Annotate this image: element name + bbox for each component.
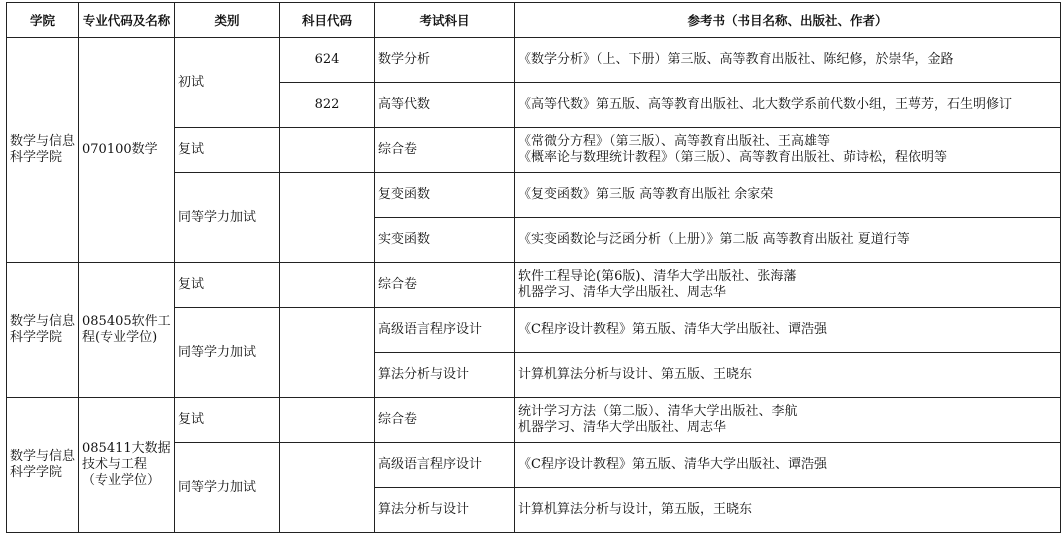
reference-line: 《常微分方程》（第三版）、高等教育出版社、王高雄等 bbox=[518, 134, 831, 149]
reference-line: 计算机算法分析与设计、第五版、王晓东 bbox=[518, 367, 753, 382]
category-cell: 同等学力加试 bbox=[175, 173, 280, 263]
reference-cell bbox=[515, 83, 1061, 128]
reference-line: 统计学习方法（第二版）、清华大学出版社、李航 bbox=[518, 404, 798, 419]
subject-code-cell bbox=[280, 173, 375, 263]
exam-subject-cell: 实变函数 bbox=[375, 218, 515, 263]
exam-subject-cell: 算法分析与设计 bbox=[375, 353, 515, 398]
reference-cell bbox=[515, 263, 1061, 308]
category-cell: 复试 bbox=[175, 263, 280, 308]
header-reference: 参考书（书目名称、出版社、作者） bbox=[515, 3, 1061, 38]
reference-cell bbox=[515, 128, 1061, 173]
exam-subject-cell: 算法分析与设计 bbox=[375, 488, 515, 533]
reference-cell bbox=[515, 308, 1061, 353]
reference-line: 《实变函数论与泛函分析（上册）》第二版 高等教育出版社 夏道行等 bbox=[518, 232, 910, 247]
reference-line: 计算机算法分析与设计，第五版，王晓东 bbox=[518, 502, 753, 517]
subject-code-cell: 822 bbox=[280, 83, 375, 128]
reference-line: 《C程序设计教程》第五版、清华大学出版社、谭浩强 bbox=[518, 322, 827, 337]
reference-line: 机器学习、清华大学出版社、周志华 bbox=[518, 285, 727, 300]
college-cell: 数学与信息科学学院 bbox=[7, 398, 79, 533]
category-cell: 复试 bbox=[175, 398, 280, 443]
reference-cell bbox=[515, 173, 1061, 218]
reference-book-table bbox=[6, 2, 1061, 533]
header-category: 类别 bbox=[175, 3, 280, 38]
college-cell: 数学与信息科学学院 bbox=[7, 263, 79, 398]
reference-cell bbox=[515, 488, 1061, 533]
reference-cell bbox=[515, 398, 1061, 443]
reference-line: 软件工程导论(第6版)、清华大学出版社、张海藩 bbox=[518, 269, 797, 284]
reference-cell bbox=[515, 443, 1061, 488]
header-exam-subject: 考试科目 bbox=[375, 3, 515, 38]
subject-code-cell bbox=[280, 128, 375, 173]
exam-subject-cell: 高等代数 bbox=[375, 83, 515, 128]
reference-cell bbox=[515, 218, 1061, 263]
major-cell: 070100数学 bbox=[79, 38, 175, 263]
reference-line: 《复变函数》第三版 高等教育出版社 余家荣 bbox=[518, 187, 774, 202]
reference-cell bbox=[515, 38, 1061, 83]
reference-line: 《数学分析》（上、下册）第三版、高等教育出版社、陈纪修，於崇华，金路 bbox=[518, 52, 954, 67]
table-row bbox=[7, 398, 1061, 443]
exam-subject-cell: 数学分析 bbox=[375, 38, 515, 83]
subject-code-cell bbox=[280, 308, 375, 398]
subject-code-cell bbox=[280, 443, 375, 533]
reference-line: 机器学习、清华大学出版社、周志华 bbox=[518, 420, 727, 435]
table-row bbox=[7, 38, 1061, 83]
table-row bbox=[7, 263, 1061, 308]
major-cell: 085405软件工程(专业学位) bbox=[79, 263, 175, 398]
exam-subject-cell: 复变函数 bbox=[375, 173, 515, 218]
exam-subject-cell: 综合卷 bbox=[375, 263, 515, 308]
exam-subject-cell: 综合卷 bbox=[375, 128, 515, 173]
header-college: 学院 bbox=[7, 3, 79, 38]
category-cell: 复试 bbox=[175, 128, 280, 173]
reference-line: 《C程序设计教程》第五版、清华大学出版社、谭浩强 bbox=[518, 457, 827, 472]
reference-cell bbox=[515, 353, 1061, 398]
major-cell: 085411大数据技术与工程（专业学位） bbox=[79, 398, 175, 533]
header-major: 专业代码及名称 bbox=[79, 3, 175, 38]
exam-subject-cell: 高级语言程序设计 bbox=[375, 308, 515, 353]
exam-subject-cell: 综合卷 bbox=[375, 398, 515, 443]
subject-code-cell: 624 bbox=[280, 38, 375, 83]
subject-code-cell bbox=[280, 263, 375, 308]
category-cell: 同等学力加试 bbox=[175, 443, 280, 533]
header-subject-code: 科目代码 bbox=[280, 3, 375, 38]
exam-subject-cell: 高级语言程序设计 bbox=[375, 443, 515, 488]
category-cell: 初试 bbox=[175, 38, 280, 128]
subject-code-cell bbox=[280, 398, 375, 443]
reference-line: 《概率论与数理统计教程》（第三版）、高等教育出版社、茆诗松，程依明等 bbox=[518, 150, 948, 165]
header-row bbox=[7, 3, 1061, 38]
category-cell: 同等学力加试 bbox=[175, 308, 280, 398]
college-cell: 数学与信息科学学院 bbox=[7, 38, 79, 263]
reference-line: 《高等代数》第五版、高等教育出版社、北大数学系前代数小组，王萼芳，石生明修订 bbox=[518, 97, 1013, 112]
